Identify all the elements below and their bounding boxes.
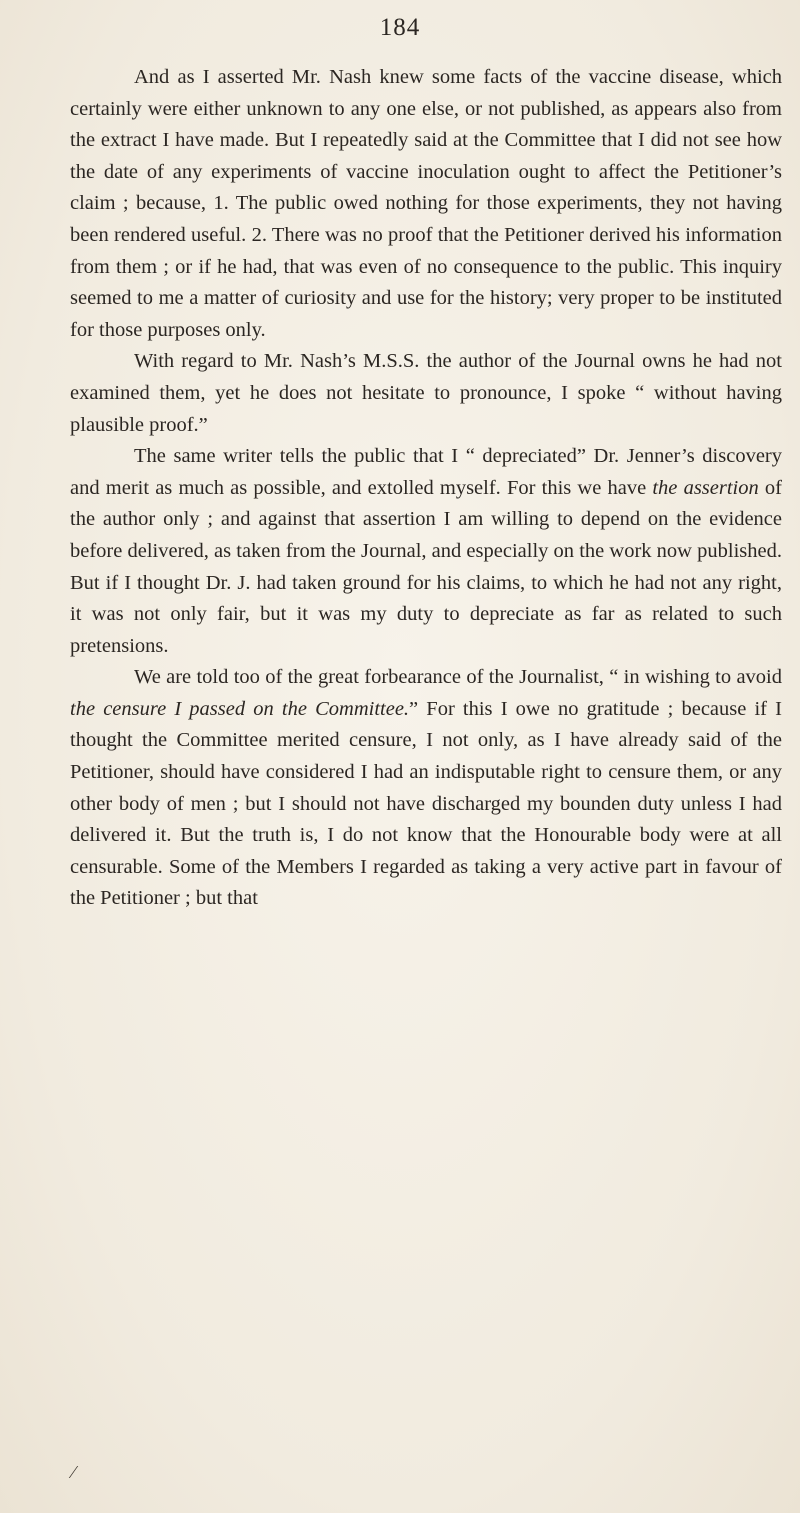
body-text [70, 62, 782, 915]
footer-mark: ⁄ [72, 1462, 76, 1482]
text-run: We are told too of the great forbearance of the Journalist, “ in wishing to avoid [134, 666, 782, 689]
text-run: ” For this I owe no gratitude ; because if I thought the Committee merited censure, I not only, as I have already said of the Petitioner, should have considered I had an indisputable right to censure them, or any other body of men ; but I should not have discharged my bounden duty unless I had delivered it. But the truth is, I do not know that the Honourable body were at all censurable. Some of the Members I regarded as taking a very active part in favour of the Petitioner ; but that [70, 697, 782, 910]
text-run: The same writer tells the public that I “ depreciated” Dr. Jenner’s discovery and merit as much as possible, and extolled myself. For this we have [70, 445, 782, 499]
italic-text-run: the censure I passed on the Committee. [70, 697, 410, 720]
page-number: 184 [379, 14, 421, 41]
text-run: With regard to Mr. Nash’s M.S.S. the author of the Journal owns he had not examined them, yet he does not hesitate to pronounce, I spoke “ without having plausible proof.” [70, 350, 782, 436]
text-run: of the author only ; and against that assertion I am willing to depend on the evidence before delivered, as taken from the Journal, and especially on the work now published. But if I thought Dr. J. had taken ground for his claims, to which he had not any right, it was not only fair, but it was my duty to depreciate as far as related to such pretensions. [70, 476, 782, 657]
paragraph [70, 441, 782, 662]
italic-text-run: the assertion [652, 476, 759, 499]
paragraph [70, 662, 782, 915]
paragraph [70, 346, 782, 441]
text-run: And as I asserted Mr. Nash knew some facts of the vaccine disease, which certainly were either unknown to any one else, or not published, as appears also from the extract I have made. But I repeatedly said at the Committee that I did not see how the date of any experiments of vaccine inoculation ought to affect the Petitioner’s claim ; because, 1. The public owed nothing for those experiments, they not having been rendered useful. 2. There was no proof that the Petitioner derived his information from them ; or if he had, that was even of no consequence to the public. This inquiry seemed to me a matter of curiosity and use for the history; very proper to be instituted for those purposes only. [70, 66, 782, 341]
paragraph [70, 62, 782, 346]
